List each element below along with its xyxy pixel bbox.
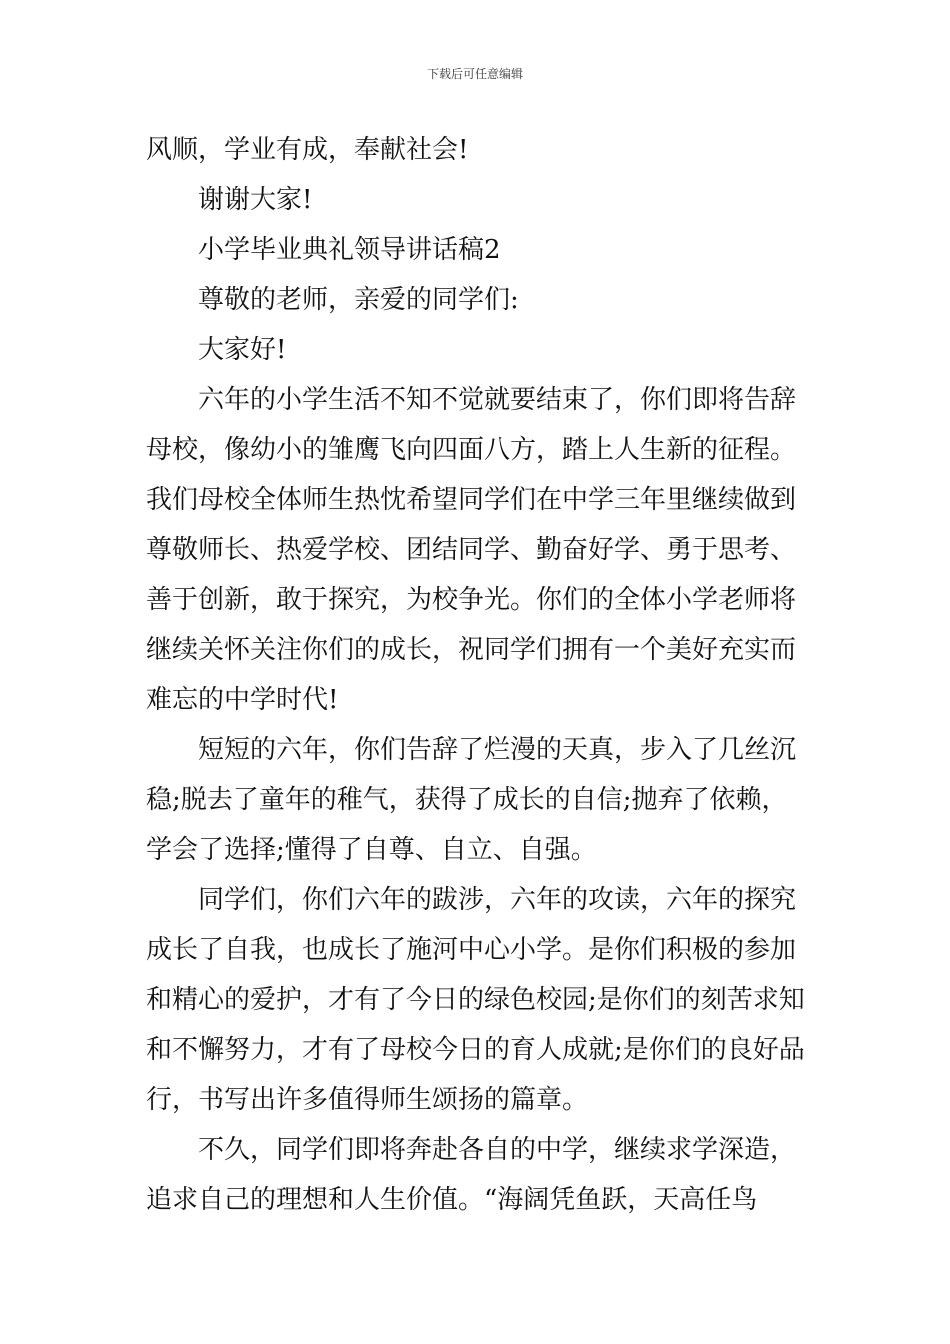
- text-line: 我们母校全体师生热忱希望同学们在中学三年里继续做到: [146, 485, 797, 515]
- text-line: 母校，像幼小的雏鹰飞向四面八方，踏上人生新的征程。: [146, 435, 797, 465]
- text-line: 短短的六年，你们告辞了烂漫的天真，步入了几丝沉: [198, 735, 797, 765]
- header-note: 下载后可任意编辑: [426, 67, 523, 81]
- text-line: 不久，同学们即将奔赴各自的中学，继续求学深造，: [198, 1135, 797, 1165]
- text-line: 学会了选择;懂得了自尊、自立、自强。: [146, 835, 597, 865]
- text-line: 继续关怀关注你们的成长，祝同学们拥有一个美好充实而: [146, 635, 797, 665]
- text-line: 难忘的中学时代!: [146, 685, 339, 715]
- text-line: 谢谢大家!: [198, 185, 313, 215]
- text-line: 和精心的爱护，才有了今日的绿色校园;是你们的刻苦求知: [146, 985, 805, 1015]
- document-body: [146, 125, 810, 1225]
- text-line: 和不懈努力，才有了母校今日的育人成就;是你们的良好品: [146, 1035, 805, 1065]
- text-line: 风顺，学业有成，奉献社会!: [146, 135, 469, 165]
- text-line: 六年的小学生活不知不觉就要结束了，你们即将告辞: [198, 385, 797, 415]
- text-line: 成长了自我，也成长了施河中心小学。是你们积极的参加: [146, 935, 797, 965]
- text-line: 稳;脱去了童年的稚气，获得了成长的自信;抛弃了依赖，: [146, 785, 788, 815]
- text-line: 尊敬师长、热爱学校、团结同学、勤奋好学、勇于思考、: [146, 535, 797, 565]
- text-line: 善于创新，敢于探究，为校争光。你们的全体小学老师将: [146, 585, 797, 615]
- text-line: 行，书写出许多值得师生颂扬的篇章。: [146, 1085, 589, 1115]
- salutation: 尊敬的老师，亲爱的同学们:: [198, 285, 519, 315]
- section-title: 小学毕业典礼领导讲话稿2: [198, 235, 501, 265]
- greeting: 大家好!: [198, 335, 287, 365]
- text-line: 追求自己的理想和人生价值。“海阔凭鱼跃，天高任鸟: [146, 1185, 758, 1215]
- text-line: 同学们，你们六年的跋涉，六年的攻读，六年的探究: [198, 885, 797, 915]
